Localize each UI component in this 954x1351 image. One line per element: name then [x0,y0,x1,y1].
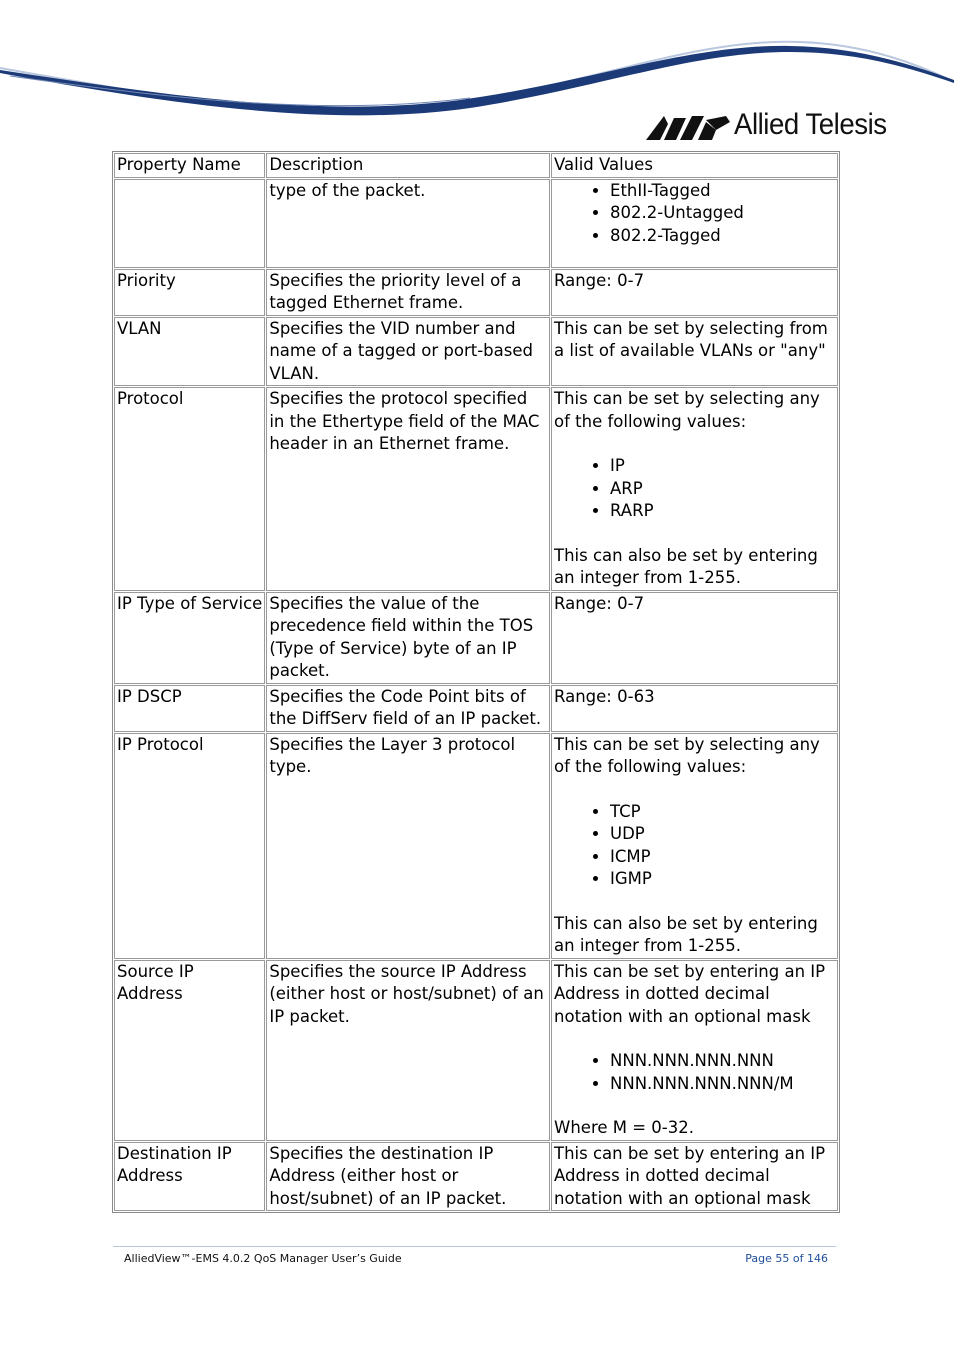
logo-text: Allied Telesis [734,108,887,141]
footer-divider [113,1246,836,1247]
list-item: • IGMP [610,868,835,891]
property-description: Specifies the priority level of a tagged Ethernet frame. [266,269,550,316]
list-item: • ARP [610,478,835,501]
table-row [114,387,838,591]
property-values: Range: 0-63 [551,685,838,732]
property-name: Protocol [114,387,265,591]
values-list [554,455,835,523]
list-item: • NNN.NNN.NNN.NNN [610,1050,835,1073]
values-outro: Where M = 0-32. [554,1118,694,1137]
property-description: type of the packet. [266,179,550,268]
table-row [114,269,838,316]
values-list [554,1050,835,1095]
footer-document-title: AlliedView™-EMS 4.0.2 QoS Manager User’s Guide [124,1252,402,1265]
table-row [114,592,838,684]
property-values: This can be set by entering an IP Address in dotted decimal notation with an optional mask [551,1142,838,1212]
values-intro: This can be set by selecting any of the following values: [554,389,820,431]
property-name: Priority [114,269,265,316]
table-row [114,960,838,1141]
property-values [551,733,838,959]
list-item: • 802.2-Untagged [610,202,835,225]
property-name: IP Protocol [114,733,265,959]
property-description: Specifies the destination IP Address (either host or host/subnet) of an IP packet. [266,1142,550,1212]
table-row [114,733,838,959]
table-row [114,179,838,268]
table-row [114,317,838,387]
values-intro: This can be set by selecting any of the following values: [554,734,820,776]
list-item: • ICMP [610,846,835,869]
header-description: Description [266,153,550,178]
property-description: Specifies the protocol specified in the Ethertype field of the MAC header in an Ethernet frame. [266,387,550,591]
list-item: • RARP [610,500,835,523]
property-description: Specifies the Layer 3 protocol type. [266,733,550,959]
table-header-row [114,153,838,178]
values-intro: This can be set by entering an IP Address in dotted decimal notation with an optional mask [554,961,826,1026]
footer-page-number: Page 55 of 146 [745,1252,828,1265]
property-description: Specifies the value of the precedence field within the TOS (Type of Service) byte of an IP packet. [266,592,550,684]
property-values: Range: 0-7 [551,269,838,316]
values-list [554,801,835,891]
header-valid-values: Valid Values [551,153,838,178]
property-name: IP DSCP [114,685,265,732]
property-values [551,387,838,591]
property-name: IP Type of Service [114,592,265,684]
list-item: • UDP [610,823,835,846]
property-name: Destination IP Address [114,1142,265,1212]
list-item: • NNN.NNN.NNN.NNN/M [610,1073,835,1096]
property-values [551,960,838,1141]
values-outro: This can also be set by entering an integer from 1-255. [554,913,818,955]
values-list [554,180,835,248]
allied-telesis-logo-icon [646,112,730,144]
property-name: Source IP Address [114,960,265,1141]
property-name [114,179,265,268]
list-item: • 802.2-Tagged [610,225,835,248]
property-values [551,179,838,268]
property-values: Range: 0-7 [551,592,838,684]
allied-telesis-logo [646,108,902,146]
table-row [114,685,838,732]
list-item: • IP [610,455,835,478]
property-description: Specifies the source IP Address (either host or host/subnet) of an IP packet. [266,960,550,1141]
property-name: VLAN [114,317,265,387]
values-outro: This can also be set by entering an integer from 1-255. [554,545,818,587]
property-description: Specifies the VID number and name of a tagged or port-based VLAN. [266,317,550,387]
property-description: Specifies the Code Point bits of the DiffServ field of an IP packet. [266,685,550,732]
property-values: This can be set by selecting from a list of available VLANs or "any" [551,317,838,387]
list-item: • TCP [610,801,835,824]
property-table [112,151,840,1213]
table-row [114,1142,838,1212]
header-property-name: Property Name [114,153,265,178]
list-item: • EthII-Tagged [610,180,835,203]
